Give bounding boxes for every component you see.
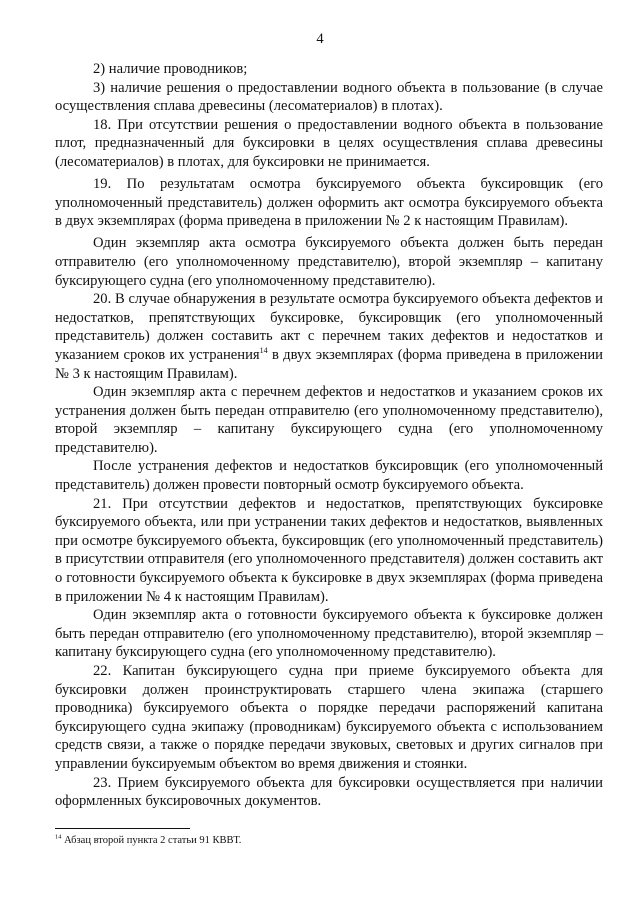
paragraph-20: [55, 290, 603, 383]
paragraph-19: 19. По результатам осмотра буксируемого объекта буксировщик (его уполномоченный представитель) должен оформить акт осмотра буксируемого объекта в двух экземплярах (форма приведена в приложении № 2 к настоящим Правилам).: [55, 176, 603, 230]
paragraph-20-recheck: После устранения дефектов и недостатков буксировщик (его уполномоченный представитель) должен провести повторный осмотр буксируемого объекта.: [55, 458, 603, 494]
paragraph-21-copy: Один экземпляр акта о готовности буксируемого объекта к буксировке должен быть передан отправителю (его уполномоченному представителю), второй экземпляр – капитану буксирующего судна (его уполномоченному представителю).: [55, 607, 603, 661]
paragraph-23: 23. Прием буксируемого объекта для буксировки осуществляется при наличии оформленных буксировочных документов.: [55, 774, 603, 810]
paragraph-20-text: 20. В случае обнаружения в результате осмотра буксируемого объекта дефектов и недостатков, препятствующих буксировке, буксировщик (его уполномоченный представитель) должен составить акт с перечнем таких дефектов и недостатков и указанием сроков их устранения: [55, 291, 603, 363]
paragraph-item-2: 2) наличие проводников;: [93, 61, 248, 77]
paragraph-item-3: 3) наличие решения о предоставлении водного объекта в пользование (в случае осуществления сплава древесины (лесоматериалов) в плотах).: [55, 79, 603, 115]
paragraph-18: 18. При отсутствии решения о предоставлении водного объекта в пользование плот, предназначенный для буксировки в целях осуществления сплава древесины (лесоматериалов) в плотах, для буксировки не принимается.: [55, 116, 603, 170]
paragraph-21: 21. При отсутствии дефектов и недостатков, препятствующих буксировке буксируемого объекта, или при устранении таких дефектов и недостатков, выявленных при осмотре буксируемого объекта, буксировщик (его уполномоченный представитель) в присутствии отправителя (его уполномоченного представителя) должен составить акт о готовности буксируемого объекта к буксировке в двух экземплярах (форма приведена в приложении № 4 к настоящим Правилам).: [55, 495, 603, 605]
paragraph-20-tail: в двух экземплярах (форма приведена в приложении № 3 к настоящим Правилам).: [55, 346, 603, 382]
paragraph-20-copy: Один экземпляр акта с перечнем дефектов и недостатков и указанием сроков их устранения должен быть передан отправителю (его уполномоченному представителю), второй экземпляр – капитану буксирующего судна (его уполномоченному представителю).: [55, 384, 603, 456]
footnote-divider: [55, 828, 190, 829]
footnote-reference[interactable]: 14: [259, 346, 268, 356]
footnote-text: Абзац второй пункта 2 статьи 91 КВВТ.: [61, 835, 242, 846]
page-number: 4: [316, 31, 324, 47]
footnote: [55, 834, 603, 847]
paragraph-19-copy: Один экземпляр акта осмотра буксируемого объекта должен быть передан отправителю (его уполномоченному представителю), второй экземпляр – капитану буксирующего судна (его уполномоченному представителю).: [55, 235, 603, 289]
footnote-number: 14: [55, 833, 62, 841]
document-body: [55, 60, 603, 811]
paragraph-22: 22. Капитан буксирующего судна при приеме буксируемого объекта для буксировки должен проинструктировать старшего члена экипажа (старшего проводника) буксируемого объекта о порядке передачи распоряжений капитана буксирующего судна экипажу (проводникам) буксируемого объекта с использованием средств связи, а также о порядке передачи звуковых, световых и других сигналов при управлении буксируемым объектом во время движения и стоянки.: [55, 663, 603, 772]
